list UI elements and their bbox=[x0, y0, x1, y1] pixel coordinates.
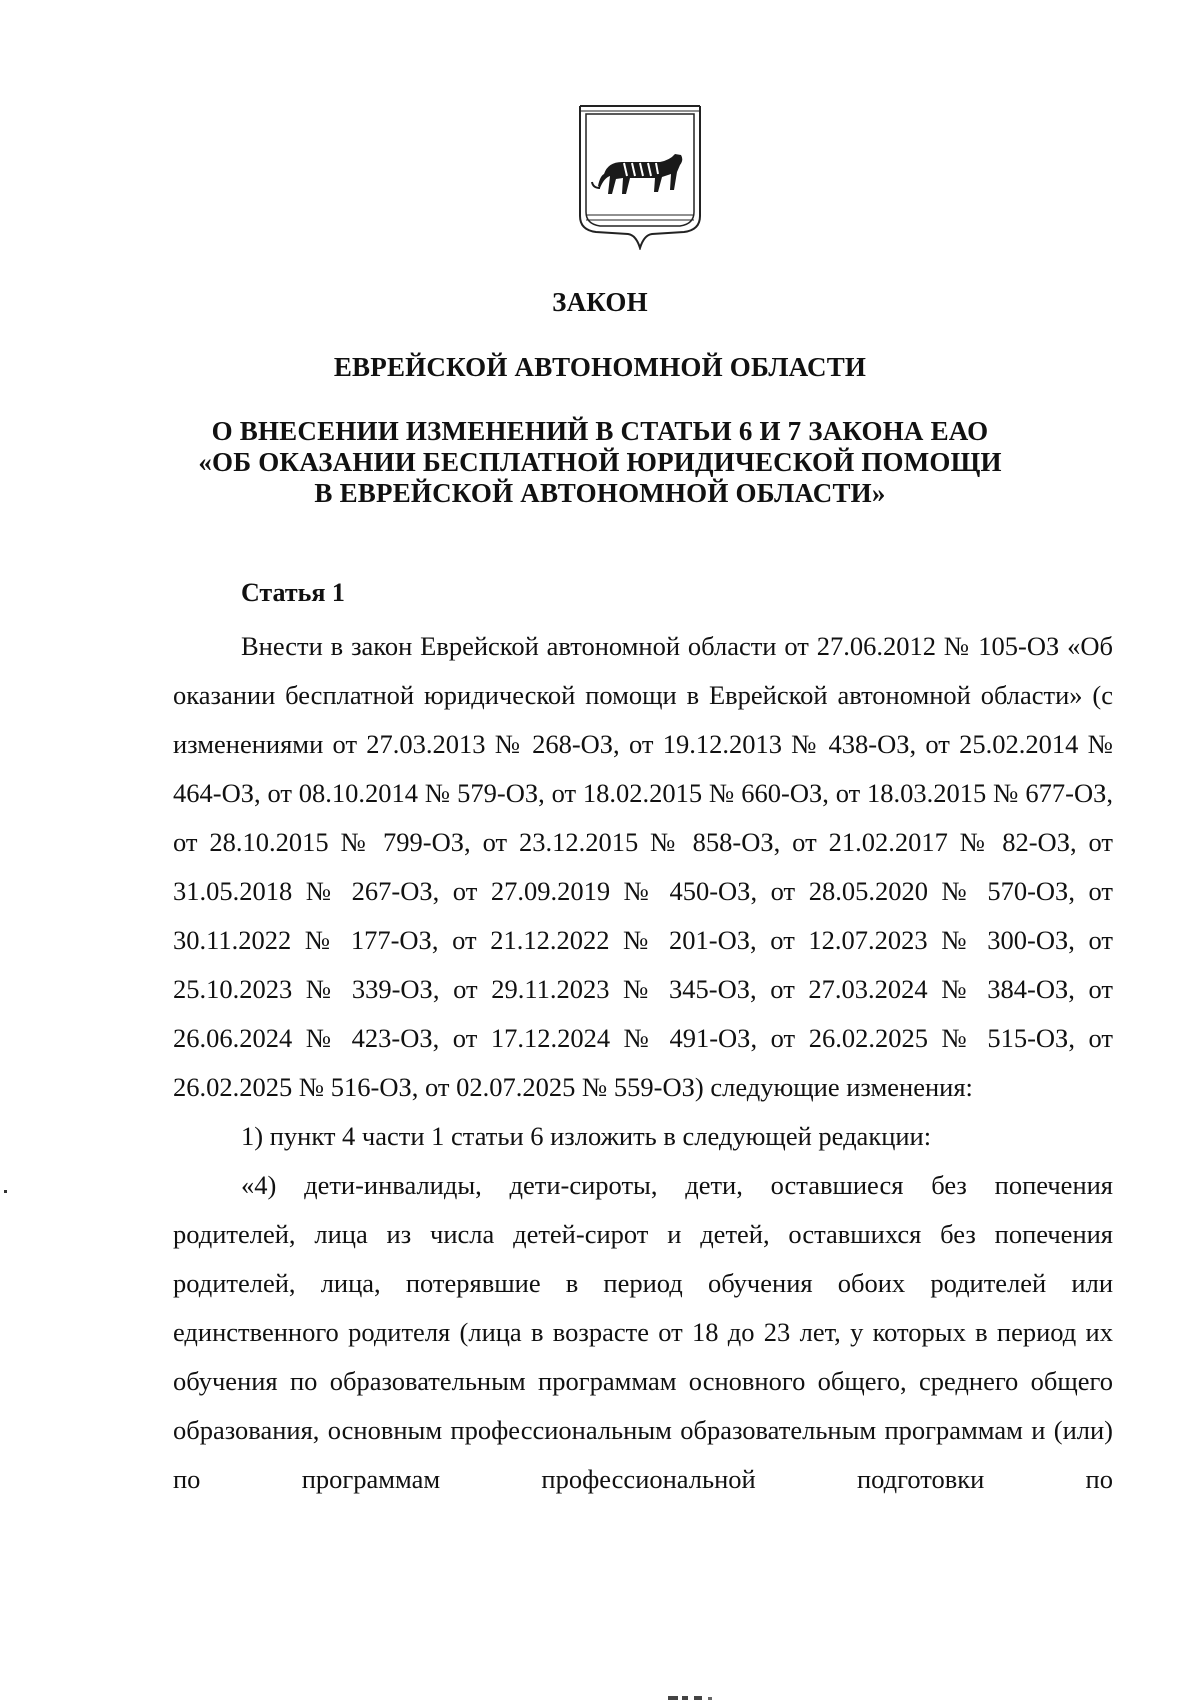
article-paragraph: «4) дети-инвалиды, дети-сироты, дети, оставшиеся без попечения родителей, лица из числа детей-сирот и детей, оставшихся без попечения родителей, лица, потерявшие в период обучения обоих родителей или единственного родителя (лица в возрасте от 18 до 23 лет, у которых в период их обучения по образовательным программам основного общего, среднего общего образования, основным профессиональным образовательным программам и (или) по программам профессиональной подготовки по bbox=[173, 1170, 1113, 1494]
article-paragraph: 1) пункт 4 части 1 статьи 6 изложить в следующей редакции: bbox=[241, 1121, 932, 1151]
law-title-line: «ОБ ОКАЗАНИИ БЕСПЛАТНОЙ ЮРИДИЧЕСКОЙ ПОМОЩИ bbox=[198, 447, 1002, 477]
law-title-line: В ЕВРЕЙСКОЙ АВТОНОМНОЙ ОБЛАСТИ» bbox=[314, 478, 886, 508]
page-continuation-mark bbox=[668, 1690, 728, 1700]
scan-artifact bbox=[4, 1190, 7, 1193]
law-type-heading: ЗАКОН bbox=[552, 287, 648, 317]
tiger-coat-of-arms-icon bbox=[578, 104, 702, 250]
coat-of-arms bbox=[578, 104, 702, 250]
region-heading: ЕВРЕЙСКОЙ АВТОНОМНОЙ ОБЛАСТИ bbox=[333, 352, 867, 382]
law-title bbox=[150, 416, 1050, 509]
article-body bbox=[173, 622, 1113, 1504]
law-title-line: О ВНЕСЕНИИ ИЗМЕНЕНИЙ В СТАТЬИ 6 И 7 ЗАКОНА ЕАО bbox=[211, 416, 989, 446]
article-title: Статья 1 bbox=[241, 578, 345, 607]
article-paragraph: Внести в закон Еврейской автономной области от 27.06.2012 № 105-ОЗ «Об оказании бесплатной юридической помощи в Еврейской автономной области» (с изменениями от 27.03.2013 № 268-ОЗ, от 19.12.2013 № 438-ОЗ, от 25.02.2014 № 464-ОЗ, от 08.10.2014 № 579-ОЗ, от 18.02.2015 № 660-ОЗ, от 18.03.2015 № 677-ОЗ, от 28.10.2015 № 799-ОЗ, от 23.12.2015 № 858-ОЗ, от 21.02.2017 № 82-ОЗ, от 31.05.2018 № 267-ОЗ, от 27.09.2019 № 450-ОЗ, от 28.05.2020 № 570-ОЗ, от 30.11.2022 № 177-ОЗ, от 21.12.2022 № 201-ОЗ, от 12.07.2023 № 300-ОЗ, от 25.10.2023 № 339-ОЗ, от 29.11.2023 № 345-ОЗ, от 27.03.2024 № 384-ОЗ, от 26.06.2024 № 423-ОЗ, от 17.12.2024 № 491-ОЗ, от 26.02.2025 № 515-ОЗ, от 26.02.2025 № 516-ОЗ, от 02.07.2025 № 559-ОЗ) следующие изменения: bbox=[173, 631, 1113, 1102]
